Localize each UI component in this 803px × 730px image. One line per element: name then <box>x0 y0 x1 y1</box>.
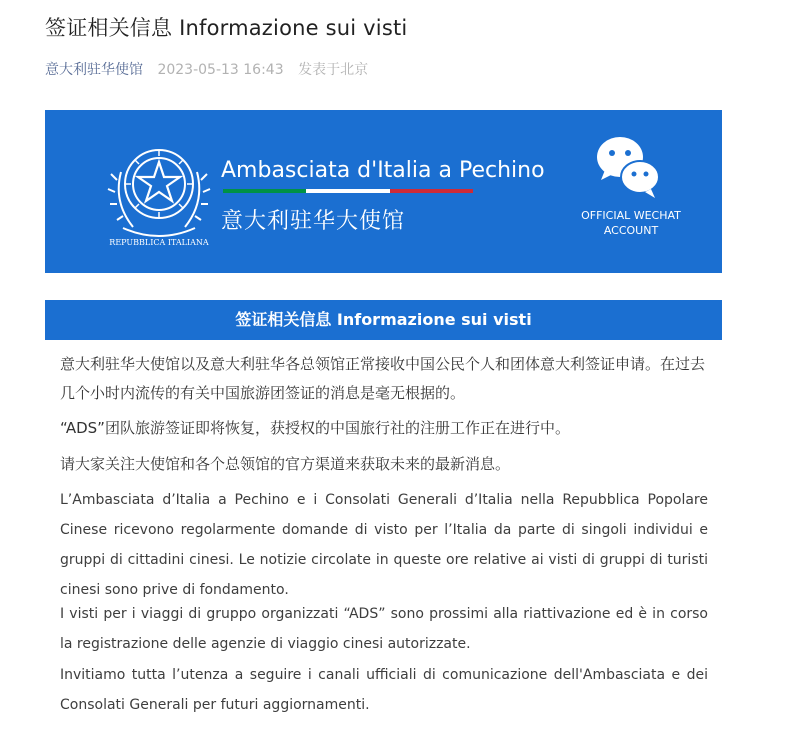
paragraph-cn-2: “ADS”团队旅游签证即将恢复，获授权的中国旅行社的注册工作正在进行中。 <box>60 419 570 437</box>
section-heading: 签证相关信息 Informazione sui visti <box>45 300 722 340</box>
paragraph-it-3: Invitiamo tutta l’utenza a seguire i canali ufficiali di comunicazione dell'Ambasciata e dei Consolati Generali per futuri aggiornamenti. <box>60 667 708 713</box>
italian-emblem-icon <box>103 132 215 250</box>
article-title: 签证相关信息 Informazione sui visti <box>45 16 408 40</box>
publish-date: 2023-05-13 16:43 <box>157 62 284 78</box>
account-name-link[interactable]: 意大利驻华使馆 <box>45 62 143 78</box>
article-meta <box>45 59 368 79</box>
paragraph-cn-3: 请大家关注大使馆和各个总领馆的官方渠道来获取未来的最新消息。 <box>60 455 511 473</box>
banner-embassy-name-it: Ambasciata d'Italia a Pechino <box>221 158 545 183</box>
paragraph-it-1: L’Ambasciata d’Italia a Pechino e i Consolati Generali d’Italia nella Repubblica Popolare Cinese ricevono regolarmente domande di visto per l’Italia da parte di singoli individui e gruppi di cittadini cinesi. Le notizie circolate in queste ore relative ai visti di gruppi di turisti cinesi sono prive di fondamento. <box>60 492 708 598</box>
wechat-account-label: OFFICIAL WECHAT ACCOUNT <box>581 209 681 237</box>
emblem-text: REPUBBLICA ITALIANA <box>109 238 209 247</box>
paragraph-cn-1: 意大利驻华大使馆以及意大利驻华各总领馆正常接收中国公民个人和团体意大利签证申请。在过去几个小时内流传的有关中国旅游团签证的消息是毫无根据的。 <box>60 355 706 402</box>
banner-embassy-name-cn: 意大利驻华大使馆 <box>221 209 406 234</box>
italian-flag-stripe <box>223 189 473 193</box>
publish-location: 发表于北京 <box>298 62 369 78</box>
wechat-logo-icon <box>593 132 663 202</box>
embassy-banner-image <box>45 110 722 273</box>
paragraph-it-2: I visti per i viaggi di gruppo organizzati “ADS” sono prossimi alla riattivazione ed è in corso la registrazione delle agenzie di viaggio cinesi autorizzate. <box>60 606 708 652</box>
